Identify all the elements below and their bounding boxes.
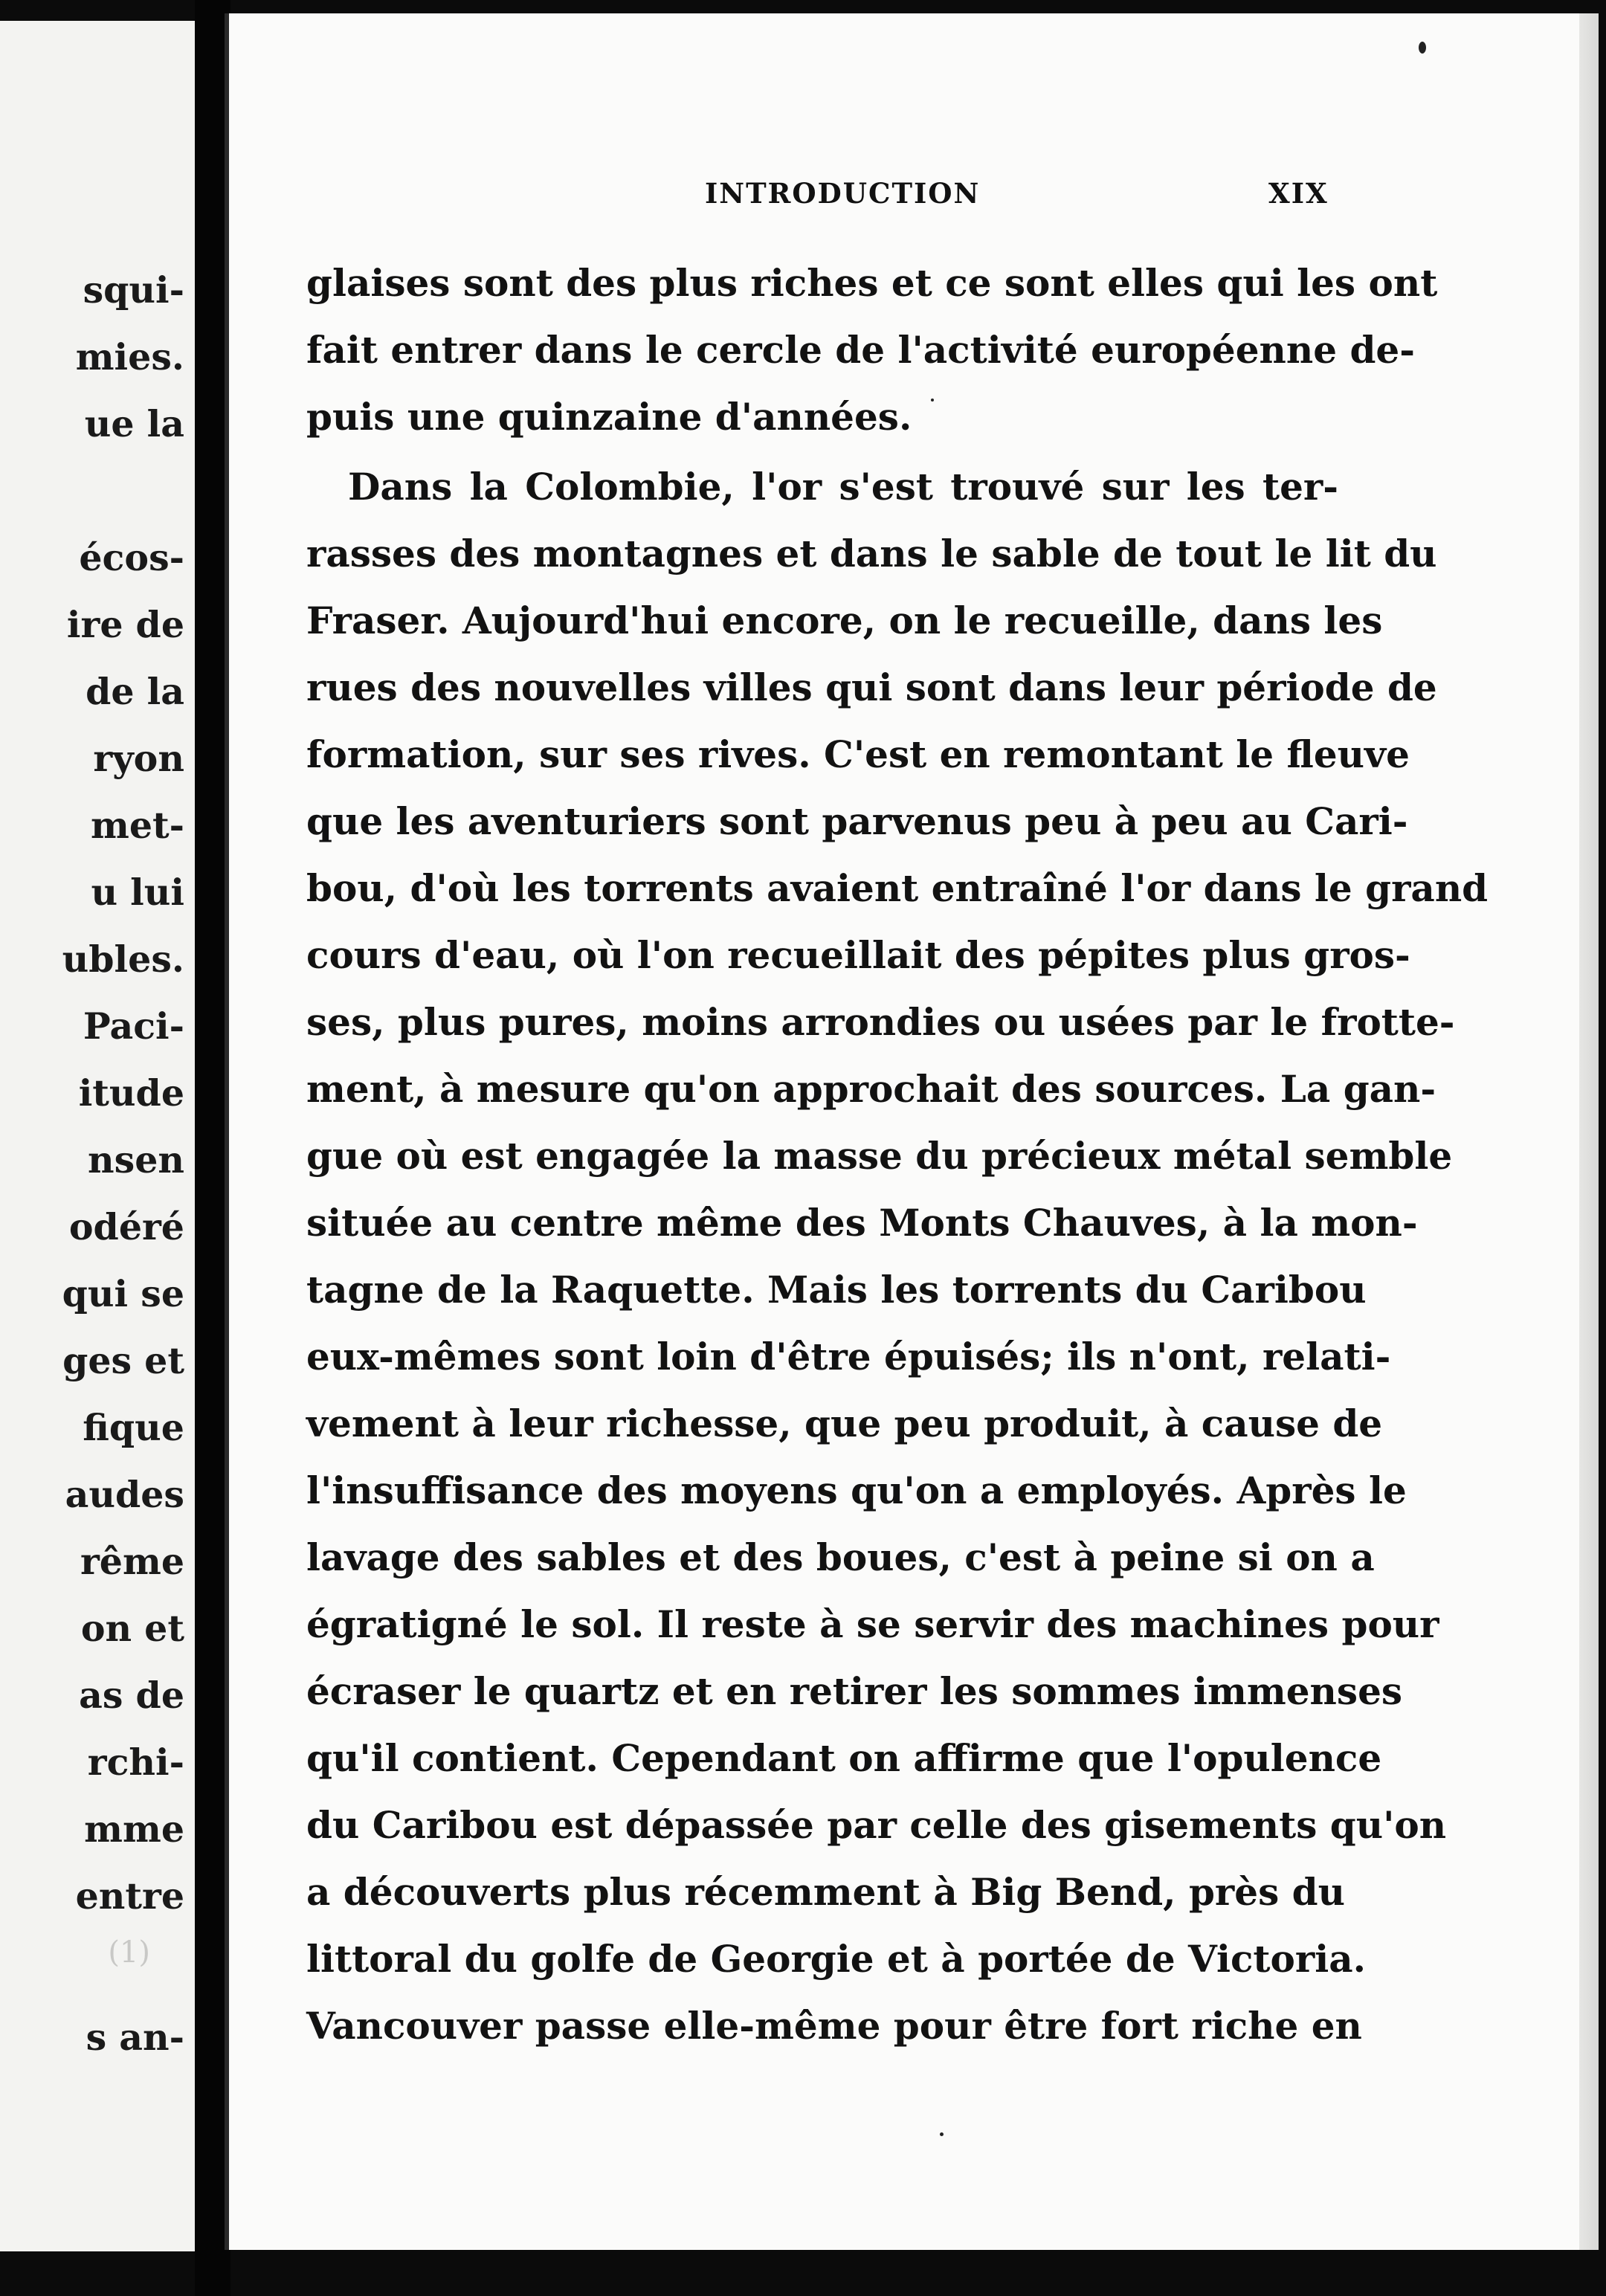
page-number: XIX: [1268, 177, 1329, 210]
left-page-line: audes: [65, 1473, 184, 1516]
text-line: qu'il contient. Cependant on affirme que l'opulence: [306, 1736, 1382, 1780]
text-line: Fraser. Aujourd'hui encore, on le recueille, dans les: [306, 599, 1383, 642]
text-line: située au centre même des Monts Chauves, à la mon-: [306, 1201, 1418, 1245]
left-page-footnote-mark: (1): [108, 1935, 150, 1970]
text-line: a découverts plus récemment à Big Bend, près du: [306, 1870, 1345, 1914]
running-head: INTRODUCTION: [705, 177, 981, 210]
left-page-line: as de: [79, 1674, 184, 1717]
left-page-line: on et: [80, 1607, 184, 1650]
text-line: fait entrer dans le cercle de l'activité européenne de-: [306, 328, 1415, 372]
text-line: formation, sur ses rives. C'est en remontant le fleuve: [306, 732, 1410, 776]
text-line: ment, à mesure qu'on approchait des sources. La gan-: [306, 1067, 1436, 1111]
text-line: puis une quinzaine d'années.: [306, 395, 912, 439]
text-line: Dans la Colombie, l'or s'est trouvé sur les ter-: [348, 465, 1338, 509]
page-header: [229, 177, 1599, 222]
left-page-line: ue la: [84, 402, 184, 445]
left-page-line: mme: [84, 1808, 184, 1851]
left-page-line: s an-: [86, 2016, 184, 2059]
left-page-line: Paci-: [83, 1004, 184, 1048]
text-line: rasses des montagnes et dans le sable de tout le lit du: [306, 532, 1437, 575]
book-page: [225, 13, 1599, 2250]
text-line: eux-mêmes sont loin d'être épuisés; ils n'ont, relati-: [306, 1335, 1391, 1378]
text-line: égratigné le sol. Il reste à se servir des machines pour: [306, 1602, 1439, 1646]
left-page-line: qui se: [62, 1272, 184, 1315]
text-line: rues des nouvelles villes qui sont dans leur période de: [306, 665, 1437, 709]
previous-page-strip: [0, 21, 195, 2251]
text-line: cours d'eau, où l'on recueillait des pépites plus gros-: [306, 933, 1410, 977]
left-page-line: écos-: [79, 536, 184, 579]
left-page-line: fique: [83, 1406, 184, 1449]
left-page-line: itude: [78, 1071, 184, 1115]
text-line: Vancouver passe elle-même pour être fort riche en: [306, 2004, 1362, 2048]
left-page-line: odéré: [68, 1205, 184, 1248]
text-line: l'insuffisance des moyens qu'on a employés. Après le: [306, 1468, 1407, 1512]
text-line: du Caribou est dépassée par celle des gisements qu'on: [306, 1803, 1447, 1847]
left-page-line: squi-: [83, 268, 184, 312]
text-line: écraser le quartz et en retirer les sommes immenses: [306, 1669, 1403, 1713]
left-page-line: nsen: [87, 1138, 184, 1181]
text-line: que les aventuriers sont parvenus peu à peu au Cari-: [306, 799, 1408, 843]
body-text: [306, 250, 1489, 2060]
left-page-line: ryon: [93, 737, 184, 780]
left-page-line: de la: [86, 670, 184, 713]
text-line: gue où est engagée la masse du précieux métal semble: [306, 1134, 1453, 1178]
left-page-line: u lui: [91, 871, 184, 914]
text-line: lavage des sables et des boues, c'est à peine si on a: [306, 1535, 1375, 1579]
ink-speck: [1419, 42, 1426, 54]
left-page-line: met-: [91, 804, 184, 847]
left-page-line: ubles.: [62, 938, 184, 981]
left-page-line: rchi-: [87, 1741, 184, 1784]
text-line: ses, plus pures, moins arrondies ou usées par le frotte-: [306, 1000, 1455, 1044]
text-line: vement à leur richesse, que peu produit, à cause de: [306, 1402, 1383, 1445]
left-page-line: mies.: [75, 335, 184, 378]
text-line: tagne de la Raquette. Mais les torrents du Caribou: [306, 1268, 1367, 1312]
left-page-line: rême: [80, 1540, 184, 1583]
text-line: glaises sont des plus riches et ce sont elles qui les ont: [306, 261, 1438, 305]
left-page-line: ges et: [62, 1339, 184, 1382]
ink-speck: [940, 2132, 944, 2136]
page-edge-shadow: [1579, 13, 1599, 2250]
text-line: bou, d'où les torrents avaient entraîné l'or dans le grand: [306, 866, 1489, 910]
left-page-line: entre: [75, 1874, 184, 1918]
left-page-line: ire de: [66, 603, 184, 646]
text-line: littoral du golfe de Georgie et à portée de Victoria.: [306, 1937, 1366, 1981]
